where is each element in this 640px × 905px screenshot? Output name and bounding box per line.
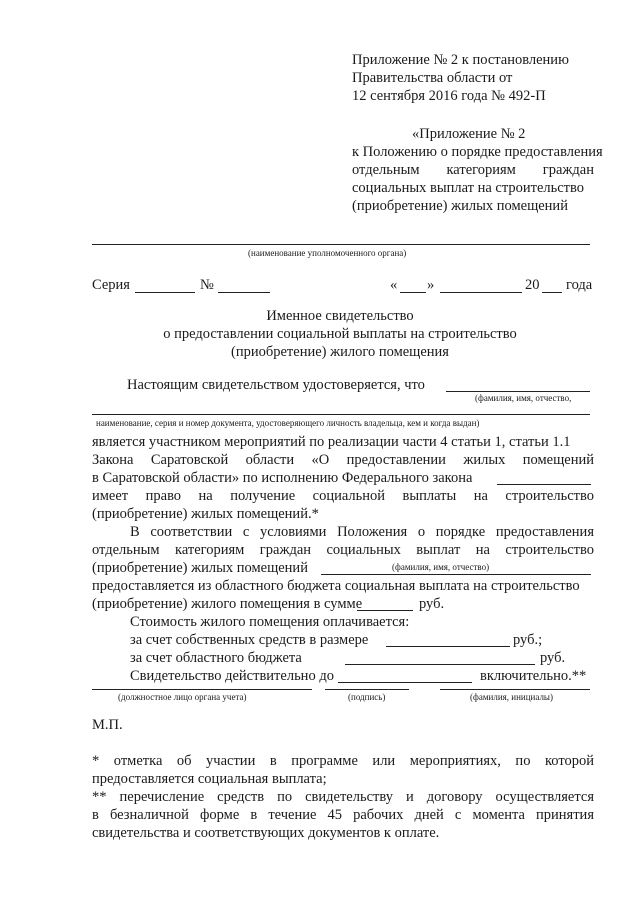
title-line-1: Именное свидетельство: [266, 308, 414, 324]
footnote2-line-1: ** перечисление средств по свидетельству и договору осуществляется: [92, 789, 594, 805]
own-funds-label: за счет собственных средств в размере: [130, 632, 369, 648]
quote-open: «: [390, 277, 398, 293]
federal-law-blank: [497, 484, 591, 485]
signature-caption: (подпись): [348, 692, 386, 702]
footnote1-line-2: предоставляется социальная выплата;: [92, 771, 327, 787]
year-suffix: года: [566, 277, 593, 293]
cost-intro: Стоимость жилого помещения оплачивается:: [130, 614, 410, 630]
document-caption: наименование, серия и номер документа, удостоверяющего личность владельца, кем и когда выдан): [96, 418, 480, 428]
amount-rub: руб.: [419, 596, 445, 612]
para1-line-3: в Саратовской области» по исполнению Федерального закона: [92, 470, 473, 486]
para2-line-3: (приобретение) жилых помещений: [92, 560, 308, 576]
fio2-caption: (фамилия, имя, отчество): [392, 562, 490, 572]
certify-text: Настоящим свидетельством удостоверяется, что: [127, 377, 425, 393]
title-line-2: о предоставлении социальной выплаты на строительство: [163, 326, 517, 342]
annex-line-1: «Приложение № 2: [412, 126, 526, 142]
document-blank: [92, 414, 590, 415]
number-label: №: [200, 277, 214, 293]
stamp-mark: М.П.: [92, 717, 123, 733]
own-funds-rub: руб.;: [513, 632, 543, 648]
regional-budget-blank: [345, 664, 535, 665]
valid-until-label: Свидетельство действительно до: [130, 668, 334, 684]
para1-line-2: Закона Саратовской области «О предоставлении жилых помещений: [92, 452, 594, 468]
signature-blank: [325, 689, 409, 690]
year-blank: [542, 292, 562, 293]
annex-line-5: (приобретение) жилых помещений: [352, 198, 568, 214]
regional-budget-rub: руб.: [540, 650, 566, 666]
amount-blank: [357, 610, 413, 611]
name-caption: (фамилия, инициалы): [470, 692, 553, 702]
authority-name-line: [92, 244, 590, 245]
footnote1-line-1: * отметка об участии в программе или мероприятиях, по которой: [92, 753, 594, 769]
name-blank: [440, 689, 590, 690]
header-line-1: Приложение № 2 к постановлению: [352, 52, 569, 68]
quote-close: »: [427, 277, 435, 293]
para3-line-2: (приобретение) жилого помещения в сумме: [92, 596, 363, 612]
annex-line-3: отдельным категориям граждан: [352, 162, 594, 178]
para3-line-1: предоставляется из областного бюджета социальная выплата на строительство: [92, 578, 580, 594]
own-funds-blank: [386, 646, 510, 647]
footnote2-line-3: свидетельства и соответствующих документов к оплате.: [92, 825, 440, 841]
valid-until-blank: [338, 682, 472, 683]
title-line-3: (приобретение) жилого помещения: [231, 344, 449, 360]
month-blank: [440, 292, 522, 293]
annex-line-4: социальных выплат на строительство: [352, 180, 585, 196]
series-blank: [135, 292, 195, 293]
footnote2-line-2: в безналичной форме в течение 45 рабочих дней с момента принятия: [92, 807, 594, 823]
official-caption: (должностное лицо органа учета): [118, 692, 247, 702]
para2-line-1: В соответствии с условиями Положения о порядке предоставления: [130, 524, 594, 540]
header-line-3: 12 сентября 2016 года № 492-П: [352, 88, 546, 104]
fio-caption: (фамилия, имя, отчество,: [475, 393, 572, 403]
official-blank: [92, 689, 312, 690]
fio2-blank: [321, 574, 591, 575]
annex-line-2: к Положению о порядке предоставления: [352, 144, 603, 160]
year-prefix: 20: [525, 277, 540, 293]
para1-line-1: является участником мероприятий по реализации части 4 статьи 1, статьи 1.1: [92, 434, 571, 450]
para2-line-2: отдельным категориям граждан социальных выплат на строительство: [92, 542, 594, 558]
inclusive-text: включительно.**: [480, 668, 587, 684]
fio-blank: [446, 391, 590, 392]
day-blank: [400, 292, 426, 293]
regional-budget-label: за счет областного бюджета: [130, 650, 302, 666]
para1-line-4: имеет право на получение социальной выплаты на строительство: [92, 488, 594, 504]
para1-line-5: (приобретение) жилых помещений.*: [92, 506, 319, 522]
authority-caption: (наименование уполномоченного органа): [248, 248, 407, 258]
series-label: Серия: [92, 277, 130, 293]
number-blank: [218, 292, 270, 293]
header-line-2: Правительства области от: [352, 70, 513, 86]
